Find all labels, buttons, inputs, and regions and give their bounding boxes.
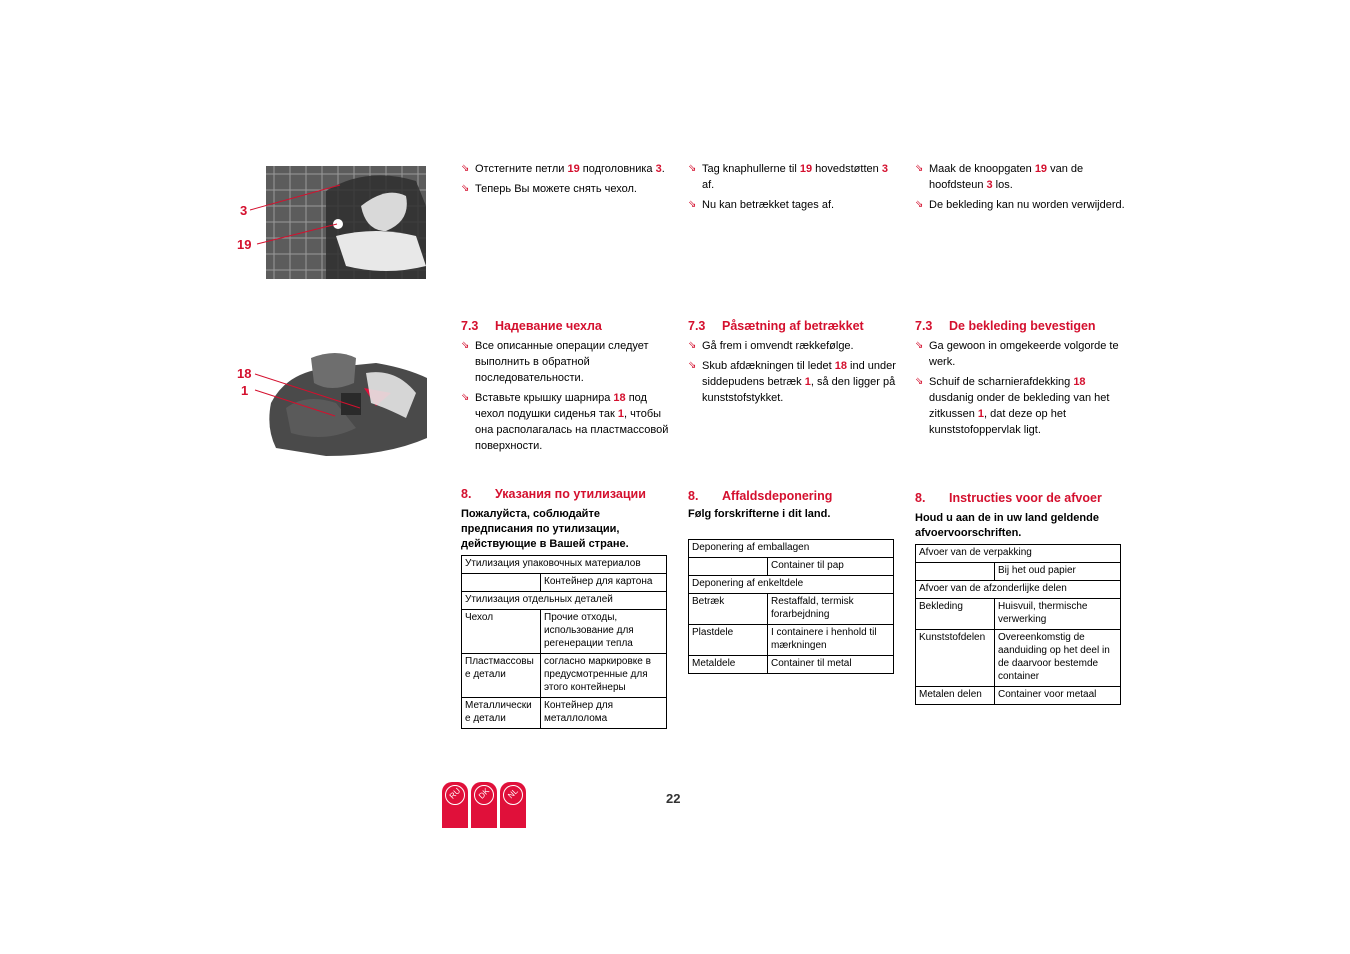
nl-step-remove: ⇘ De bekleding kan nu worden verwijderd. [915,199,1125,211]
language-tab-ru: RU [442,782,468,828]
callout-18: 18 [237,366,252,381]
arrow-bullet-icon: ⇘ [688,340,697,351]
nl-removal-steps [915,161,1125,217]
table-row: Bekleding Huisvuil, thermische verwerking [916,599,1121,630]
disposal-note: Følg forskrifterne i dit land. [688,508,831,520]
arrow-bullet-icon: ⇘ [915,199,924,210]
section-heading: 7.3 Надевание чехла [461,319,602,333]
disposal-note: Houd u aan de in uw land geldende afvoervoorschriften. [915,512,1099,539]
arrow-bullet-icon: ⇘ [461,340,470,351]
dk-step-reverse: ⇘ Gå frem i omvendt rækkefølge. [688,340,854,352]
table-row: Plastdele I containere i henhold til mærkningen [689,625,894,656]
table-row: Metalen delen Container voor metaal [916,687,1121,705]
nl-section-7-3 [915,318,1125,442]
nl-step-unbutton: ⇘ Maak de knoopgaten 19 van de hoofdsteun 3 los. [915,163,1084,191]
callout-leader-lines-top [245,180,355,250]
nl-step-hinge: ⇘ Schuif de scharnierafdekking 18 dusdanig onder de bekleding van het zitkussen 1, dat deze op het kunststofoppervlak ligt. [915,376,1110,436]
arrow-bullet-icon: ⇘ [461,163,470,174]
ru-step-hinge: ⇘ Вставьте крышку шарнира 18 под чехол подушки сиденья так 1, чтобы она располагалась на пластмассовой поверхности. [461,392,669,452]
arrow-bullet-icon: ⇘ [461,392,470,403]
ru-step-reverse: ⇘ Все описанные операции следует выполнить в обратной последовательности. [461,340,649,384]
arrow-bullet-icon: ⇘ [915,340,924,351]
ru-section-8 [461,485,671,729]
table-row: Металлические детали Контейнер для металлолома [462,698,667,729]
table-row: Контейнер для картона [462,574,667,592]
table-row: Kunststofdelen Overeenkomstig de aanduiding op het deel in de daarvoor bestemde container [916,630,1121,687]
arrow-bullet-icon: ⇘ [688,199,697,210]
table-row: Afvoer van de verpakking [916,545,1121,563]
disposal-table [688,539,894,674]
table-row: Afvoer van de afzonderlijke delen [916,581,1121,599]
table-row: Metaldele Container til metal [689,656,894,674]
language-tab-dk: DK [471,782,497,828]
callout-19: 19 [237,237,252,252]
dk-step-unbutton: ⇘ Tag knaphullerne til 19 hovedstøtten 3 af. [688,163,888,191]
section-heading: 7.3 Påsætning af betrækket [688,319,864,333]
ru-section-7-3 [461,318,671,458]
disposal-table [915,544,1121,705]
arrow-bullet-icon: ⇘ [688,360,697,371]
section-heading: 8. Instructies voor de afvoer [915,491,1102,505]
arrow-bullet-icon: ⇘ [915,163,924,174]
callout-leader-lines-middle [250,368,370,418]
dk-section-8 [688,487,898,674]
section-heading: 8. Указания по утилизации [461,487,646,501]
dk-section-7-3 [688,318,898,410]
ru-removal-steps [461,161,671,201]
ru-step-unbutton: ⇘ Отстегните петли 19 подголовника 3. [461,163,665,175]
table-row: Bij het oud papier [916,563,1121,581]
dk-step-hinge: ⇘ Skub afdækningen til ledet 18 ind under siddepudens betræk 1, så den ligger på kunststofstykket. [688,360,896,404]
table-row: Betræk Restaffald, termisk forarbejdning [689,594,894,625]
table-row: Deponering af enkeltdele [689,576,894,594]
table-row: Пластмассовые детали согласно маркировке в предусмотренные для этого контейнеры [462,654,667,698]
arrow-bullet-icon: ⇘ [688,163,697,174]
disposal-table [461,555,667,729]
nl-step-reverse: ⇘ Ga gewoon in omgekeerde volgorde te werk. [915,340,1119,368]
table-row: Container til pap [689,558,894,576]
disposal-note: Пожалуйста, соблюдайте предписания по утилизации, действующие в Вашей стране. [461,508,629,550]
section-heading: 8. Affaldsdeponering [688,489,833,503]
arrow-bullet-icon: ⇘ [915,376,924,387]
table-row: Утилизация упаковочных материалов [462,556,667,574]
section-heading: 7.3 De bekleding bevestigen [915,319,1096,333]
callout-3: 3 [240,203,248,218]
dk-removal-steps [688,161,898,217]
arrow-bullet-icon: ⇘ [461,183,470,194]
callout-1: 1 [241,383,249,398]
table-row: Чехол Прочие отходы, использование для регенерации тепла [462,610,667,654]
ru-step-remove: ⇘ Теперь Вы можете снять чехол. [461,183,637,195]
nl-section-8 [915,489,1125,705]
table-row: Утилизация отдельных деталей [462,592,667,610]
page-number: 22 [666,791,681,806]
table-row: Deponering af emballagen [689,540,894,558]
language-tab-nl: NL [500,782,526,828]
dk-step-remove: ⇘ Nu kan betrækket tages af. [688,199,835,211]
